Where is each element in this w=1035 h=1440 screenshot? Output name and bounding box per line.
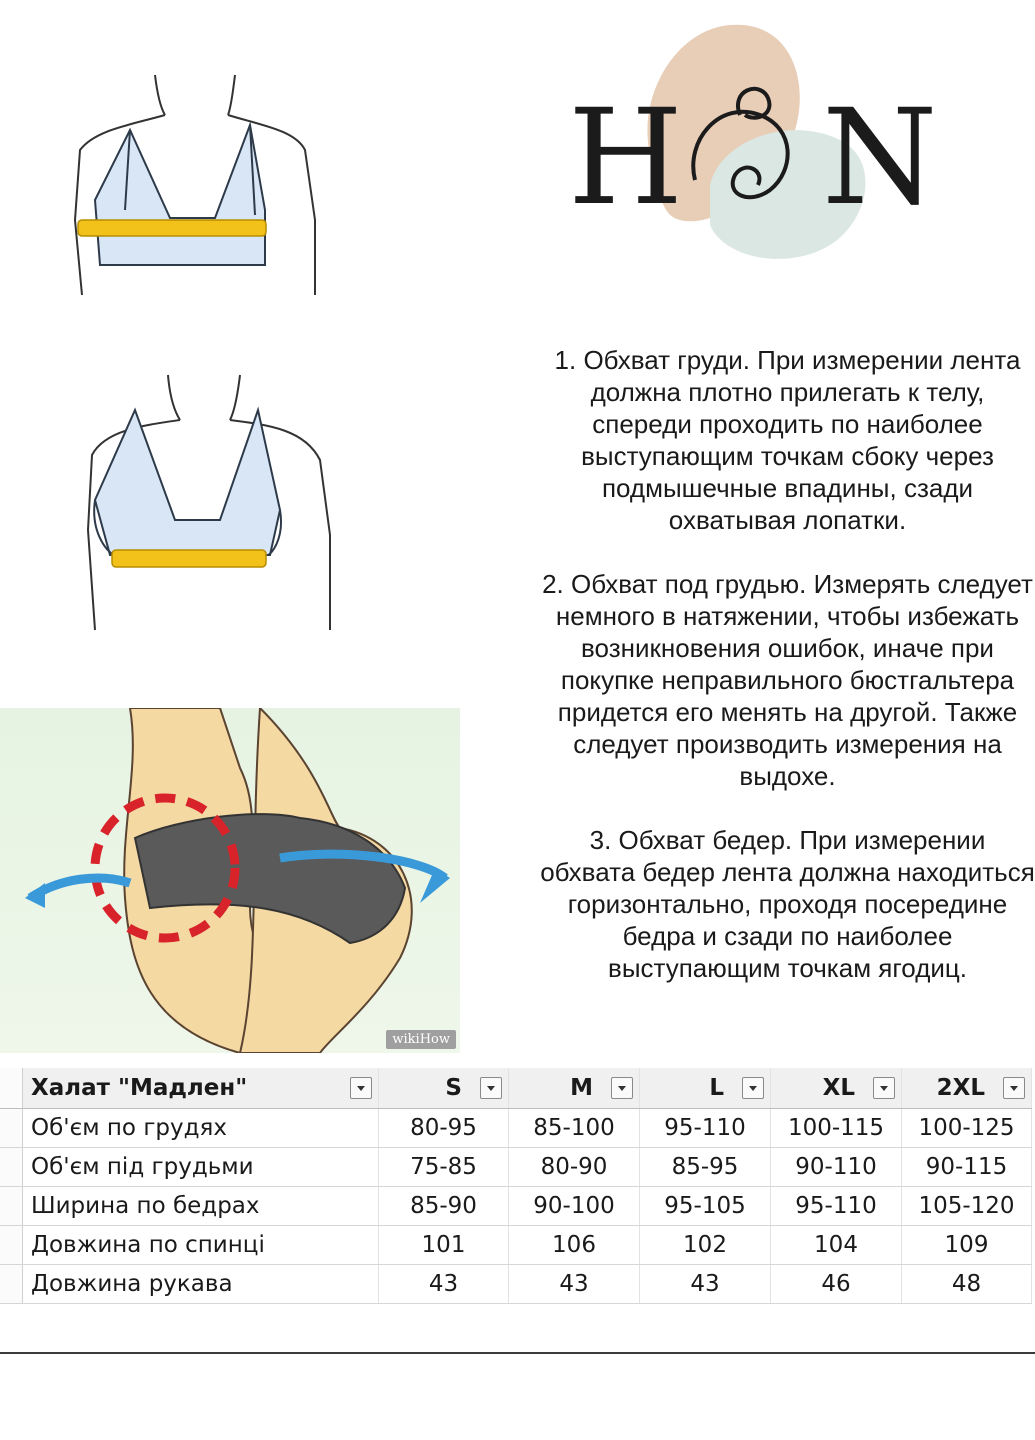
logo-letter-h: H xyxy=(568,81,684,235)
table-cell: 101 xyxy=(379,1226,509,1265)
table-cell: 90-100 xyxy=(509,1187,640,1226)
instruction-hips: 3. Обхват бедер. При измерении обхвата бедер лента должна находиться горизонтально, проходя посередине бедра и сзади по наиболее выступающим точкам ягодиц. xyxy=(540,825,1035,983)
row-label: Об'єм по грудях xyxy=(23,1109,379,1148)
table-row xyxy=(0,1187,1032,1226)
measurement-instructions xyxy=(540,344,1035,1016)
table-cell: 109 xyxy=(902,1226,1032,1265)
header-size-l xyxy=(640,1068,771,1109)
table-cell: 102 xyxy=(640,1226,771,1265)
table-cell: 80-95 xyxy=(379,1109,509,1148)
table-row xyxy=(0,1265,1032,1304)
brand-logo xyxy=(560,20,940,270)
table-row xyxy=(0,1226,1032,1265)
filter-dropdown-icon[interactable] xyxy=(742,1077,764,1099)
size-label: L xyxy=(709,1075,724,1101)
row-number-cell xyxy=(0,1226,23,1265)
size-label: 2XL xyxy=(936,1075,985,1101)
filter-dropdown-icon[interactable] xyxy=(350,1077,372,1099)
row-label: Ширина по бедрах xyxy=(23,1187,379,1226)
size-label: M xyxy=(570,1075,593,1101)
header-product-label: Халат "Мадлен" xyxy=(31,1075,248,1101)
table-cell: 104 xyxy=(771,1226,902,1265)
row-number-cell xyxy=(0,1187,23,1226)
table-cell: 95-105 xyxy=(640,1187,771,1226)
header-size-s xyxy=(379,1068,509,1109)
instruction-underbust: 2. Обхват под грудью. Измерять следует немного в натяжении, чтобы избежать возникновения ошибок, иначе при покупке неправильного бюстгальтера придется его менять на другой. Также следует производить измерения на выдохе. xyxy=(542,569,1033,791)
table-cell: 46 xyxy=(771,1265,902,1304)
underbust-measure-illustration xyxy=(80,370,340,635)
table-cell: 43 xyxy=(509,1265,640,1304)
header-product-name xyxy=(23,1068,379,1109)
row-number-cell xyxy=(0,1109,23,1148)
instruction-bust: 1. Обхват груди. При измерении лента должна плотно прилегать к телу, спереди проходить по наиболее выступающим точкам сбоку через подмышечные впадины, сзади охватывая лопатки. xyxy=(554,345,1021,535)
size-table xyxy=(0,1068,1035,1304)
table-cell: 85-95 xyxy=(640,1148,771,1187)
table-divider xyxy=(0,1352,1035,1354)
wikihow-watermark: wikiHow xyxy=(386,1030,456,1049)
table-cell: 43 xyxy=(640,1265,771,1304)
table-cell: 48 xyxy=(902,1265,1032,1304)
table-cell: 100-125 xyxy=(902,1109,1032,1148)
table-cell: 95-110 xyxy=(640,1109,771,1148)
table-row xyxy=(0,1109,1032,1148)
table-cell: 80-90 xyxy=(509,1148,640,1187)
table-cell: 90-115 xyxy=(902,1148,1032,1187)
row-number-cell xyxy=(0,1265,23,1304)
bust-measure-illustration xyxy=(70,70,330,302)
row-label: Довжина по спинці xyxy=(23,1226,379,1265)
size-label: XL xyxy=(822,1075,855,1101)
table-row xyxy=(0,1148,1032,1187)
filter-dropdown-icon[interactable] xyxy=(611,1077,633,1099)
logo-letter-n: N xyxy=(822,81,938,235)
header-size-m xyxy=(509,1068,640,1109)
row-number-cell xyxy=(0,1068,23,1109)
table-cell: 105-120 xyxy=(902,1187,1032,1226)
header-size-2xl xyxy=(902,1068,1032,1109)
table-cell: 95-110 xyxy=(771,1187,902,1226)
row-label: Довжина рукава xyxy=(23,1265,379,1304)
size-label: S xyxy=(445,1075,462,1101)
table-cell: 43 xyxy=(379,1265,509,1304)
table-cell: 106 xyxy=(509,1226,640,1265)
row-number-cell xyxy=(0,1148,23,1187)
row-label: Об'єм під грудьми xyxy=(23,1148,379,1187)
table-cell: 90-110 xyxy=(771,1148,902,1187)
table-header-row xyxy=(0,1068,1032,1109)
filter-dropdown-icon[interactable] xyxy=(873,1077,895,1099)
table-cell: 85-100 xyxy=(509,1109,640,1148)
table-cell: 85-90 xyxy=(379,1187,509,1226)
hip-measure-illustration xyxy=(0,708,460,1053)
filter-dropdown-icon[interactable] xyxy=(1003,1077,1025,1099)
table-cell: 75-85 xyxy=(379,1148,509,1187)
table-cell: 100-115 xyxy=(771,1109,902,1148)
header-size-xl xyxy=(771,1068,902,1109)
filter-dropdown-icon[interactable] xyxy=(480,1077,502,1099)
